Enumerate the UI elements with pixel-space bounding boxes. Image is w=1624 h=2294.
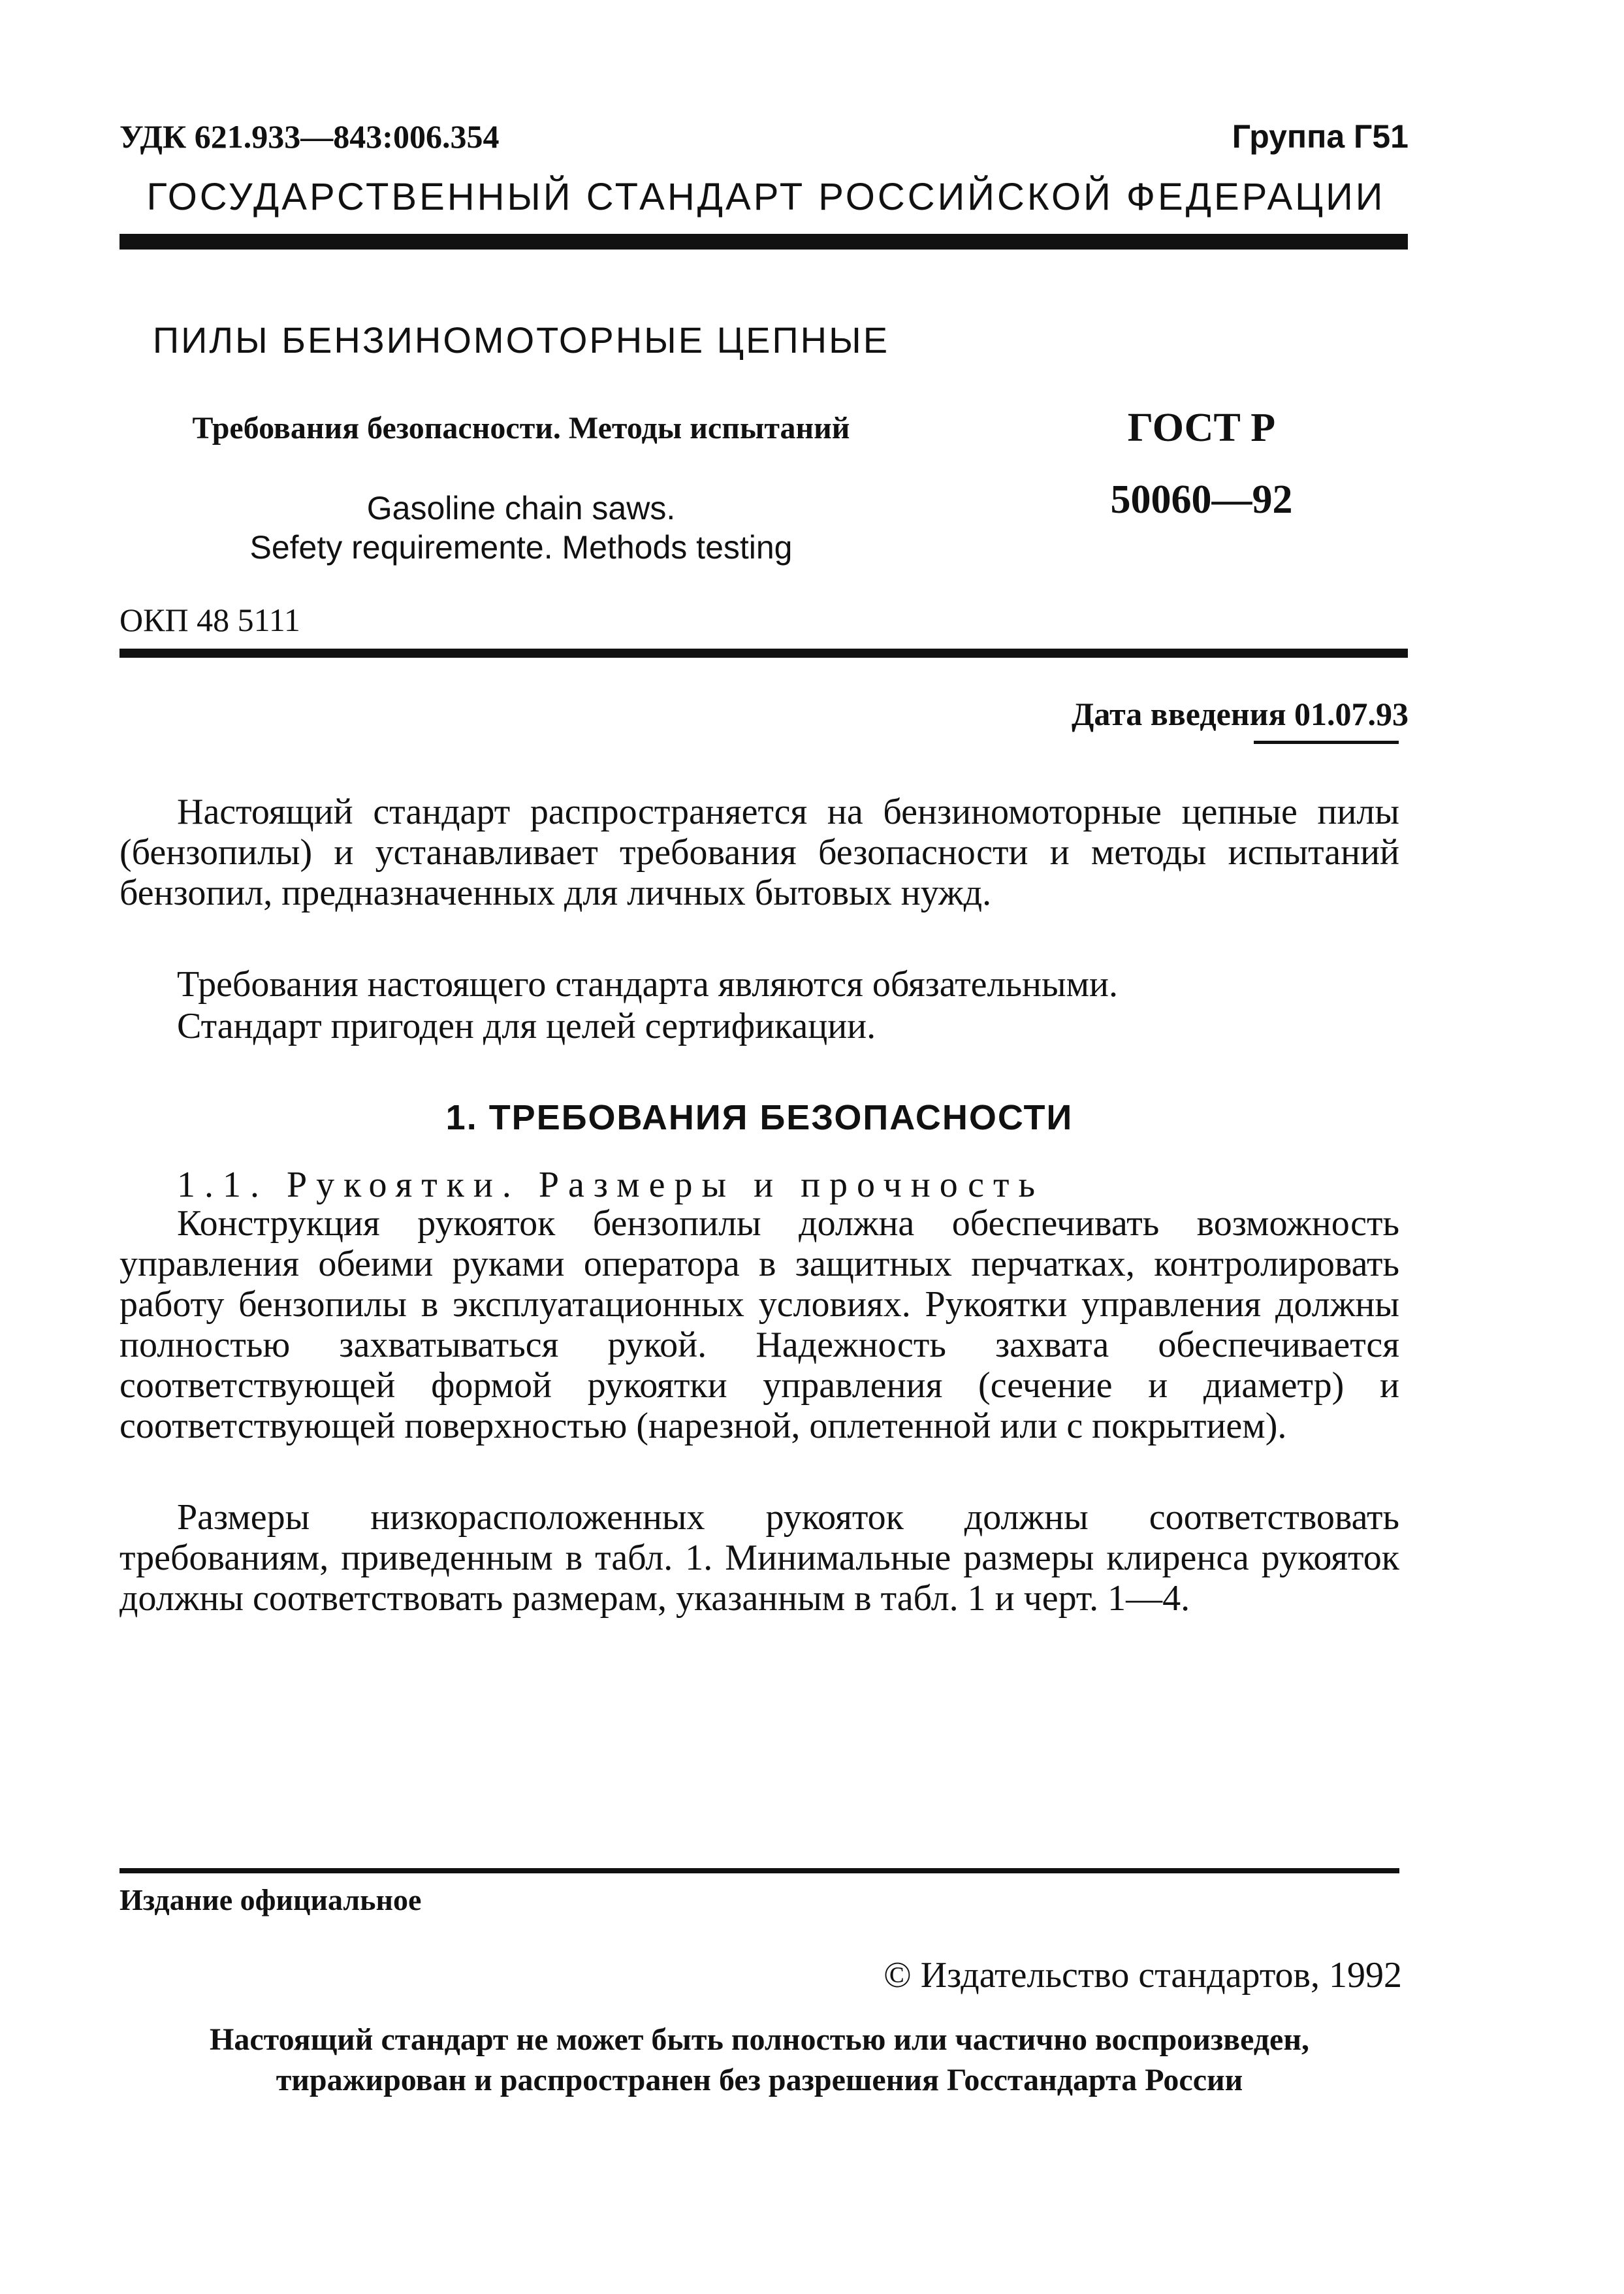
header-rule (119, 234, 1408, 250)
footer-rule (119, 1868, 1399, 1873)
group-code: Группа Г51 (1232, 118, 1409, 155)
official-edition-label: Издание официальное (119, 1883, 422, 1916)
copyright-notice: © Издательство стандартов, 1992 (884, 1955, 1402, 1995)
subsection-heading: 1.1. Рукоятки. Размеры и прочность (177, 1165, 1044, 1205)
udk-code: УДК 621.933—843:006.354 (119, 118, 500, 155)
reproduction-notice (119, 2020, 1399, 2101)
reproduction-notice-line-1: Настоящий стандарт не может быть полностью или частично воспроизведен, (209, 2022, 1309, 2057)
gost-label: ГОСТ Р (1127, 406, 1276, 450)
state-standard-heading: ГОСУДАРСТВЕННЫЙ СТАНДАРТ РОССИЙСКОЙ ФЕДЕРАЦИИ (146, 176, 1386, 218)
section-paragraph-2: Размеры низкорасположенных рукояток должны соответствовать требованиям, приведенным в табл. 1. Минимальные размеры клиренса рукояток должны соответствовать размерам, указанным в табл. 1 и черт. 1—4. (119, 1497, 1399, 1619)
document-subtitle: Требования безопасности. Методы испытаний (192, 411, 850, 445)
english-title (119, 489, 923, 567)
section-paragraph-1: Конструкция рукояток бензопилы должна обеспечивать возможность управления обеими руками оператора в защитных перчатках, контролировать работу бензопилы в эксплуатационных условиях. Рукоятки управления должны полностью захватываться рукой. Надежность захвата обеспечивается соответствующей формой рукоятки управления (сечение и диаметр) и соответствующей поверхностью (нарезной, оплетенной или с покрытием). (119, 1203, 1399, 1446)
english-title-line-2: Sefety requiremente. Methods testing (249, 529, 793, 566)
reproduction-notice-line-2: тиражирован и распространен без разрешения Госстандарта России (276, 2063, 1243, 2097)
date-underline (1254, 741, 1399, 744)
introduction-date: Дата введения 01.07.93 (1072, 696, 1409, 732)
intro-paragraph-3: Стандарт пригоден для целей сертификации. (177, 1006, 876, 1046)
okp-code: ОКП 48 5111 (119, 602, 300, 638)
section-heading: 1. ТРЕБОВАНИЯ БЕЗОПАСНОСТИ (445, 1098, 1074, 1137)
gost-number: 50060—92 (1110, 477, 1293, 522)
intro-paragraph-2: Требования настоящего стандарта являются обязательными. (177, 964, 1119, 1005)
title-rule (119, 649, 1408, 658)
intro-paragraph-1: Настоящий стандарт распространяется на бензиномоторные цепные пилы (бензопилы) и устанавливает требования безопасности и методы испытаний бензопил, предназначенных для личных бытовых нужд. (119, 792, 1399, 913)
gost-designation (1058, 392, 1345, 536)
document-title: ПИЛЫ БЕНЗИНОМОТОРНЫЕ ЦЕПНЫЕ (152, 319, 890, 361)
english-title-line-1: Gasoline chain saws. (366, 490, 676, 526)
